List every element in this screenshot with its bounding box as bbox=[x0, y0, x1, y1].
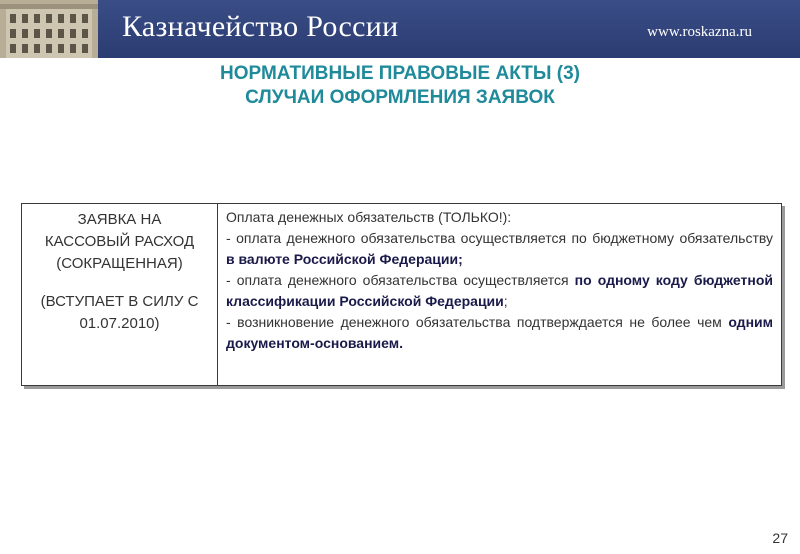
item3-text: - возникновение денежного обязательства подтверждается не более чем bbox=[226, 314, 729, 330]
table-right-cell bbox=[218, 204, 781, 385]
slide-title bbox=[0, 62, 800, 110]
right-item2 bbox=[226, 270, 773, 312]
right-intro: Оплата денежных обязательств (ТОЛЬКО!): bbox=[226, 209, 512, 225]
right-item1 bbox=[226, 228, 773, 270]
building-logo-image bbox=[0, 0, 98, 58]
left-line2: КАССОВЫЙ РАСХОД bbox=[44, 233, 195, 250]
right-item3 bbox=[226, 312, 773, 354]
header-url[interactable]: www.roskazna.ru bbox=[647, 24, 752, 40]
item1-text: - оплата денежного обязательства осуществляется по бюджетному обязательству bbox=[226, 230, 773, 246]
table-left-cell bbox=[22, 204, 218, 385]
page-number: 27 bbox=[772, 530, 788, 546]
left-line5: 01.07.2010) bbox=[79, 315, 160, 332]
left-line4: (ВСТУПАЕТ В СИЛУ С bbox=[40, 293, 199, 310]
left-line1: ЗАЯВКА НА bbox=[77, 211, 162, 228]
item1-bold: в валюте Российской Федерации; bbox=[226, 251, 463, 267]
info-table bbox=[21, 203, 782, 386]
item2-text: - оплата денежного обязательства осуществляется bbox=[226, 272, 575, 288]
header-banner bbox=[0, 0, 800, 58]
header-title: Казначейство России bbox=[122, 10, 399, 43]
item2-bold: по одному коду бюджетной классификации Российской Федерации bbox=[226, 272, 773, 309]
slide-title-line1: НОРМАТИВНЫЕ ПРАВОВЫЕ АКТЫ (3) bbox=[220, 63, 580, 84]
item2-tail: ; bbox=[503, 293, 508, 309]
item3-bold: одним документом-основанием. bbox=[226, 314, 773, 351]
left-line3: (СОКРАЩЕННАЯ) bbox=[56, 255, 183, 272]
left-spacer bbox=[26, 275, 213, 291]
slide-title-line2: СЛУЧАИ ОФОРМЛЕНИЯ ЗАЯВОК bbox=[245, 87, 555, 108]
